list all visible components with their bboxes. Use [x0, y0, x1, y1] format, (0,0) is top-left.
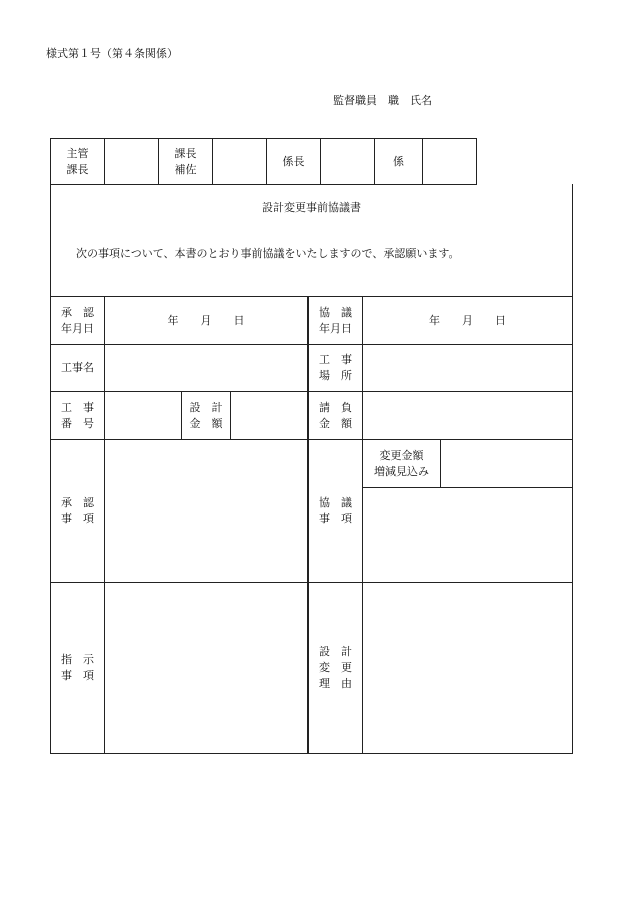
- stamp-label-chief: 主管 課長: [66, 146, 89, 176]
- instruction-items-field[interactable]: [105, 583, 307, 753]
- work-name-label: 工事名: [61, 361, 94, 374]
- stamp-box-deputy[interactable]: [213, 139, 266, 184]
- approval-date-text: 年 月 日: [167, 313, 245, 327]
- consult-items-field[interactable]: [363, 488, 572, 582]
- work-site-field[interactable]: [363, 345, 572, 391]
- consult-date-text: 年 月 日: [429, 313, 506, 327]
- intro-text: 次の事項について、本書のとおり事前協議をいたしますので、承認願います。: [76, 247, 460, 260]
- consult-date-field[interactable]: [363, 297, 572, 344]
- stamp-label-staff: 係: [393, 154, 404, 168]
- change-amount-field[interactable]: [441, 440, 572, 487]
- work-number-label: 工 事 番 号: [61, 400, 94, 430]
- stamp-box-staff[interactable]: [423, 139, 476, 184]
- stamp-label-deputy: 課長 補佐: [174, 146, 197, 176]
- contract-amount-label: 請 負 金 額: [319, 400, 352, 430]
- work-number-field[interactable]: [105, 392, 181, 439]
- form-number: 様式第１号（第４条関係）: [46, 47, 178, 60]
- design-amount-field[interactable]: [231, 392, 307, 439]
- stamp-label-section-chief: 係長: [282, 154, 305, 168]
- consult-date-label: 協 議 年月日: [319, 305, 352, 335]
- approval-date-label: 承 認 年月日: [61, 305, 94, 335]
- change-amount-label: 変更金額 増減見込み: [374, 448, 429, 478]
- approval-items-label: 承 認 事 項: [61, 496, 94, 525]
- instruction-items-label: 指 示 事 項: [61, 653, 94, 682]
- contract-amount-field[interactable]: [363, 392, 572, 439]
- design-change-reason-label: 設 計 変 更 理 由: [319, 645, 352, 690]
- document-title: 設計変更事前協議書: [262, 201, 361, 214]
- design-amount-label: 設 計 金 額: [189, 400, 223, 430]
- design-change-reason-field[interactable]: [363, 583, 572, 753]
- work-site-label: 工 事 場 所: [319, 353, 352, 382]
- stamp-box-chief[interactable]: [105, 139, 158, 184]
- work-name-field[interactable]: [105, 345, 307, 391]
- supervisor-line: 監督職員 職 氏名: [333, 94, 432, 107]
- consult-items-label: 協 議 事 項: [319, 496, 352, 525]
- approval-items-field[interactable]: [105, 440, 307, 582]
- stamp-box-section-chief[interactable]: [321, 139, 374, 184]
- approval-date-field[interactable]: [105, 297, 307, 344]
